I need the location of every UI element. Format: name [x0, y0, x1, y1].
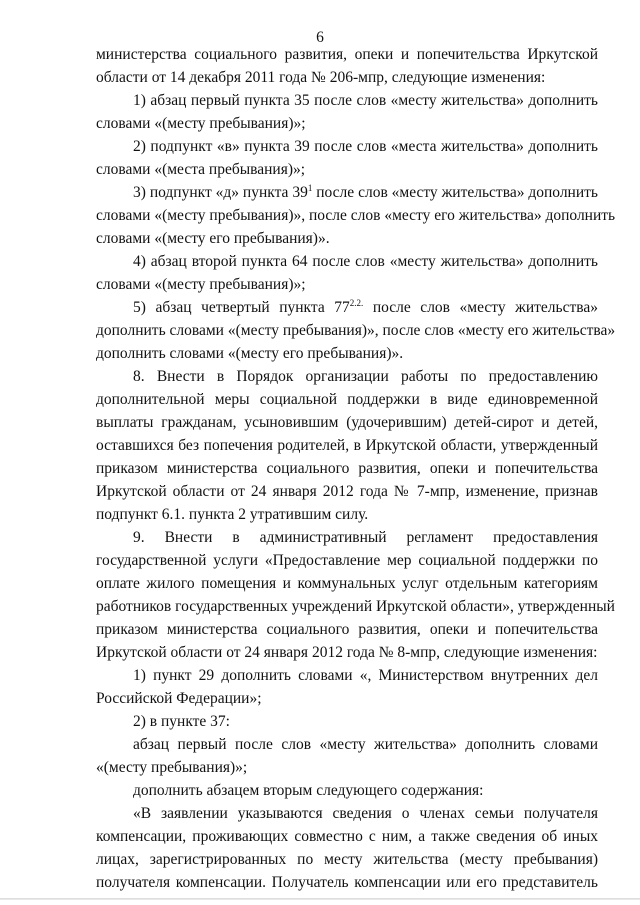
scan-edge-line: [0, 898, 640, 900]
text-line: получателя компенсации. Получатель компенсации или его представитель: [96, 874, 598, 891]
text-line: компенсации, проживающих совместно с ним, а также сведения об иных: [96, 828, 598, 845]
page-number: 6: [316, 29, 324, 46]
text-line-with-superscript: [133, 299, 598, 317]
text-line: Иркутской области от 24 января 2012 года № 8-мпр, следующие изменения:: [96, 644, 598, 661]
superscript: 1: [307, 183, 313, 193]
superscript: 2.2.: [349, 298, 364, 308]
text-line-with-superscript: [133, 184, 598, 202]
text-segment: после слов «месту жительства» дополнить: [312, 184, 598, 201]
text-line: словами «(места пребывания)»;: [96, 161, 306, 178]
text-line: выплаты гражданам, усыновившим (удочерившим) детей-сирот и детей,: [96, 414, 598, 431]
text-line: «(месту пребывания)»;: [96, 759, 248, 776]
text-line: приказом министерства социального развития, опеки и попечительства: [96, 621, 598, 638]
text-line: словами «(месту его пребывания)».: [96, 230, 330, 247]
text-line: словами «(месту пребывания)», после слов «месту его жительства» дополнить: [96, 207, 616, 224]
text-line: дополнить словами «(месту пребывания)», после слов «месту его жительства»: [96, 322, 616, 339]
text-line: «В заявлении указываются сведения о членах семьи получателя: [133, 805, 598, 822]
text-line: государственной услуги «Предоставление мер социальной поддержки по: [96, 552, 598, 569]
text-line: 1) пункт 29 дополнить словами «, Министерством внутренних дел: [133, 667, 598, 684]
text-line: Российской Федерации»;: [96, 690, 262, 707]
text-line: министерства социального развития, опеки и попечительства Иркутской: [96, 46, 598, 63]
text-line: словами «(месту пребывания)»;: [96, 276, 306, 293]
text-line: оплате жилого помещения и коммунальных услуг отдельным категориям: [96, 575, 598, 592]
text-segment: 3) подпункт «д» пункта 39: [133, 184, 308, 201]
text-line: работников государственных учреждений Иркутской области», утвержденный: [96, 598, 615, 615]
text-line: словами «(месту пребывания)»;: [96, 115, 306, 132]
text-line: дополнить абзацем вторым следующего содержания:: [133, 782, 484, 799]
text-line: приказом министерства социального развития, опеки и попечительства: [96, 460, 598, 477]
text-segment: после слов «месту жительства»: [363, 299, 598, 316]
text-line: 9. Внести в административный регламент предоставления: [133, 529, 598, 546]
text-line: лицах, зарегистрированных по месту жительства (месту пребывания): [96, 851, 598, 868]
text-line: Иркутской области от 24 января 2012 года № 7-мпр, изменение, признав: [96, 483, 598, 500]
text-line: оставшихся без попечения родителей, в Иркутской области, утвержденный: [96, 437, 598, 454]
text-line: области от 14 декабря 2011 года № 206-мпр, следующие изменения:: [96, 69, 546, 86]
text-line: 2) подпункт «в» пункта 39 после слов «места жительства» дополнить: [133, 138, 598, 155]
text-line: 1) абзац первый пункта 35 после слов «месту жительства» дополнить: [133, 92, 598, 109]
text-segment: 5) абзац четвертый пункта 77: [133, 299, 350, 316]
text-line: дополнительной меры социальной поддержки в виде единовременной: [96, 391, 598, 408]
text-line: 2) в пункте 37:: [133, 713, 230, 730]
text-line: подпункт 6.1. пункта 2 утратившим силу.: [96, 506, 369, 523]
text-line: абзац первый после слов «месту жительства» дополнить словами: [133, 736, 598, 753]
text-line: 4) абзац второй пункта 64 после слов «месту жительства» дополнить: [133, 253, 598, 270]
text-line: 8. Внести в Порядок организации работы по предоставлению: [133, 368, 598, 385]
text-line: дополнить словами «(месту его пребывания)».: [96, 345, 404, 362]
